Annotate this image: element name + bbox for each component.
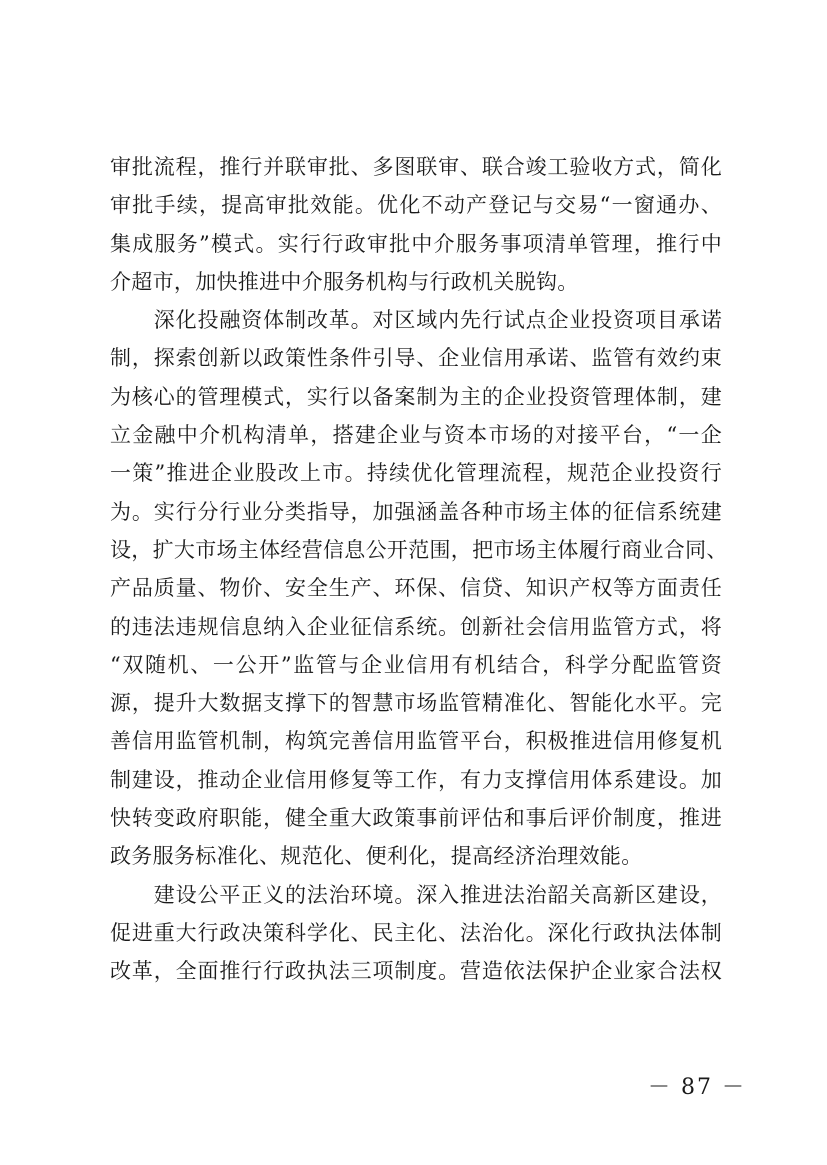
- text-line: 审批流程，推行并联审批、多图联审、联合竣工验收方式，简化: [110, 155, 722, 179]
- body-text: [110, 148, 728, 991]
- text-line: 建设公平正义的法治环境。深入推进法治韶关高新区建设，: [110, 882, 722, 907]
- text-line: 源，提升大数据支撑下的智慧市场监管精准化、智能化水平。完: [110, 691, 722, 716]
- text-line: 快转变政府职能，健全重大政策事前评估和事后评价制度，推进: [110, 806, 722, 831]
- page-number: － 87 －: [648, 1075, 746, 1100]
- text-line: 促进重大行政决策科学化、民主化、法治化。深化行政执法体制: [110, 920, 722, 945]
- text-line: 政务服务标准化、规范化、便利化，提高经济治理效能。: [110, 844, 643, 869]
- text-line: 善信用监管机制，构筑完善信用监管平台，积极推进信用修复机: [110, 729, 722, 754]
- text-line: 产品质量、物价、安全生产、环保、信贷、知识产权等方面责任: [110, 576, 722, 601]
- text-line: 为核心的管理模式，实行以备案制为主的企业投资管理体制，建: [110, 384, 722, 409]
- text-line: 制，探索创新以政策性条件引导、企业信用承诺、监管有效约束: [110, 346, 722, 371]
- text-line: 审批手续，提高审批效能。优化不动产登记与交易“一窗通办、: [110, 193, 722, 218]
- text-line: 一策”推进企业股改上市。持续优化管理流程，规范企业投资行: [110, 461, 722, 486]
- text-line: 设，扩大市场主体经营信息公开范围，把市场主体履行商业合同、: [110, 537, 728, 562]
- text-line: “双随机、一公开”监管与企业信用有机结合，科学分配监管资: [110, 652, 722, 677]
- text-line: 改革，全面推行行政执法三项制度。营造依法保护企业家合法权: [110, 959, 722, 984]
- text-line: 立金融中介机构清单，搭建企业与资本市场的对接平台，“一企: [110, 423, 722, 448]
- text-line: 深化投融资体制改革。对区域内先行试点企业投资项目承诺: [110, 308, 722, 333]
- text-line: 制建设，推动企业信用修复等工作，有力支撑信用体系建设。加: [110, 767, 722, 792]
- text-line: 集成服务”模式。实行行政审批中介服务事项清单管理，推行中: [110, 231, 722, 256]
- text-line: 介超市，加快推进中介服务机构与行政机关脱钩。: [110, 269, 579, 294]
- text-line: 的违法违规信息纳入企业征信系统。创新社会信用监管方式，将: [110, 614, 722, 639]
- text-line: 为。实行分行业分类指导，加强涵盖各种市场主体的征信系统建: [110, 499, 722, 524]
